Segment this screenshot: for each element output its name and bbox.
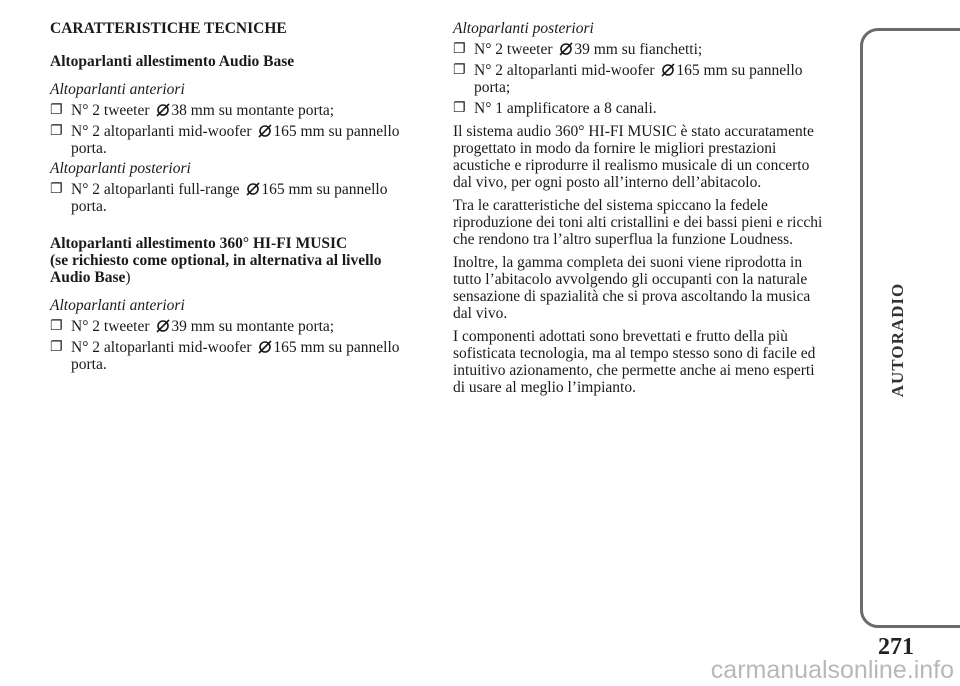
left-column xyxy=(50,20,422,373)
front-speakers-label: Altoparlanti anteriori xyxy=(50,297,185,314)
list-item: ❐ N° 2 altoparlanti mid-woofer 165 mm su pannello porta. xyxy=(50,339,400,373)
checkbox-bullet-icon: ❐ xyxy=(453,62,466,78)
body-paragraph: Tra le caratteristiche del sistema spiccano la fedele riproduzione dei toni alti cristallini e dei bassi pieni e ricchi che rendono tra l’altro superflua la funzione Loudness. xyxy=(453,197,823,248)
list-item: ❐ N° 2 altoparlanti mid-woofer 165 mm su pannello porta. xyxy=(50,123,400,157)
chapter-side-tab xyxy=(860,28,960,628)
section-hifi-subtitle: (se richiesto come optional, in alternativa al livello Audio Base) xyxy=(50,252,382,286)
page-heading: CARATTERISTICHE TECNICHE xyxy=(50,20,287,37)
diameter-icon xyxy=(258,124,272,138)
rear-speakers-label: Altoparlanti posteriori xyxy=(453,20,594,37)
checkbox-bullet-icon: ❐ xyxy=(50,339,63,355)
diameter-icon xyxy=(156,319,170,333)
watermark: carmanualsonline.info xyxy=(710,656,954,684)
checkbox-bullet-icon: ❐ xyxy=(50,181,63,197)
checkbox-bullet-icon: ❐ xyxy=(453,41,466,57)
list-item: ❐ N° 2 altoparlanti mid-woofer 165 mm su pannello porta; xyxy=(453,62,803,96)
diameter-icon xyxy=(559,42,573,56)
diameter-icon xyxy=(661,63,675,77)
body-paragraph: I componenti adottati sono brevettati e frutto della più sofisticata tecnologia, ma al tempo stesso sono di facile ed intuitivo azionamento, che permette anche ai meno esperti di usare al meglio l’impianto. xyxy=(453,328,816,396)
checkbox-bullet-icon: ❐ xyxy=(50,102,63,118)
list-item: ❐ N° 2 tweeter 39 mm su montante porta; xyxy=(50,318,335,335)
right-column xyxy=(453,20,825,396)
front-speakers-label: Altoparlanti anteriori xyxy=(50,81,185,98)
diameter-icon xyxy=(246,182,260,196)
diameter-icon xyxy=(156,103,170,117)
checkbox-bullet-icon: ❐ xyxy=(453,100,466,116)
list-item: ❐ N° 2 altoparlanti full-range 165 mm su pannello porta. xyxy=(50,181,388,215)
body-paragraph: Il sistema audio 360° HI-FI MUSIC è stato accuratamente progettato in modo da fornire le migliori prestazioni acustiche e riprodurre il realismo musicale di un concerto dal vivo, per ogni posto all’interno dell’abitacolo. xyxy=(453,123,814,191)
list-item: ❐ N° 2 tweeter 38 mm su montante porta; xyxy=(50,102,335,119)
rear-speakers-label: Altoparlanti posteriori xyxy=(50,160,191,177)
section-hifi-title: Altoparlanti allestimento 360° HI-FI MUSIC xyxy=(50,235,348,252)
chapter-tab-label: AUTORADIO xyxy=(888,282,907,398)
list-item: ❐ N° 2 tweeter 39 mm su fianchetti; xyxy=(453,41,703,58)
section-audio-base-title: Altoparlanti allestimento Audio Base xyxy=(50,53,295,70)
body-paragraph: Inoltre, la gamma completa dei suoni viene riprodotta in tutto l’abitacolo avvolgendo gli occupanti con la naturale sensazione di spazialità che si prova ascoltando la musica dal vivo. xyxy=(453,254,811,322)
page-number: 271 xyxy=(878,634,914,660)
list-item: ❐ N° 1 amplificatore a 8 canali. xyxy=(453,100,657,117)
checkbox-bullet-icon: ❐ xyxy=(50,318,63,334)
diameter-icon xyxy=(258,340,272,354)
checkbox-bullet-icon: ❐ xyxy=(50,123,63,139)
